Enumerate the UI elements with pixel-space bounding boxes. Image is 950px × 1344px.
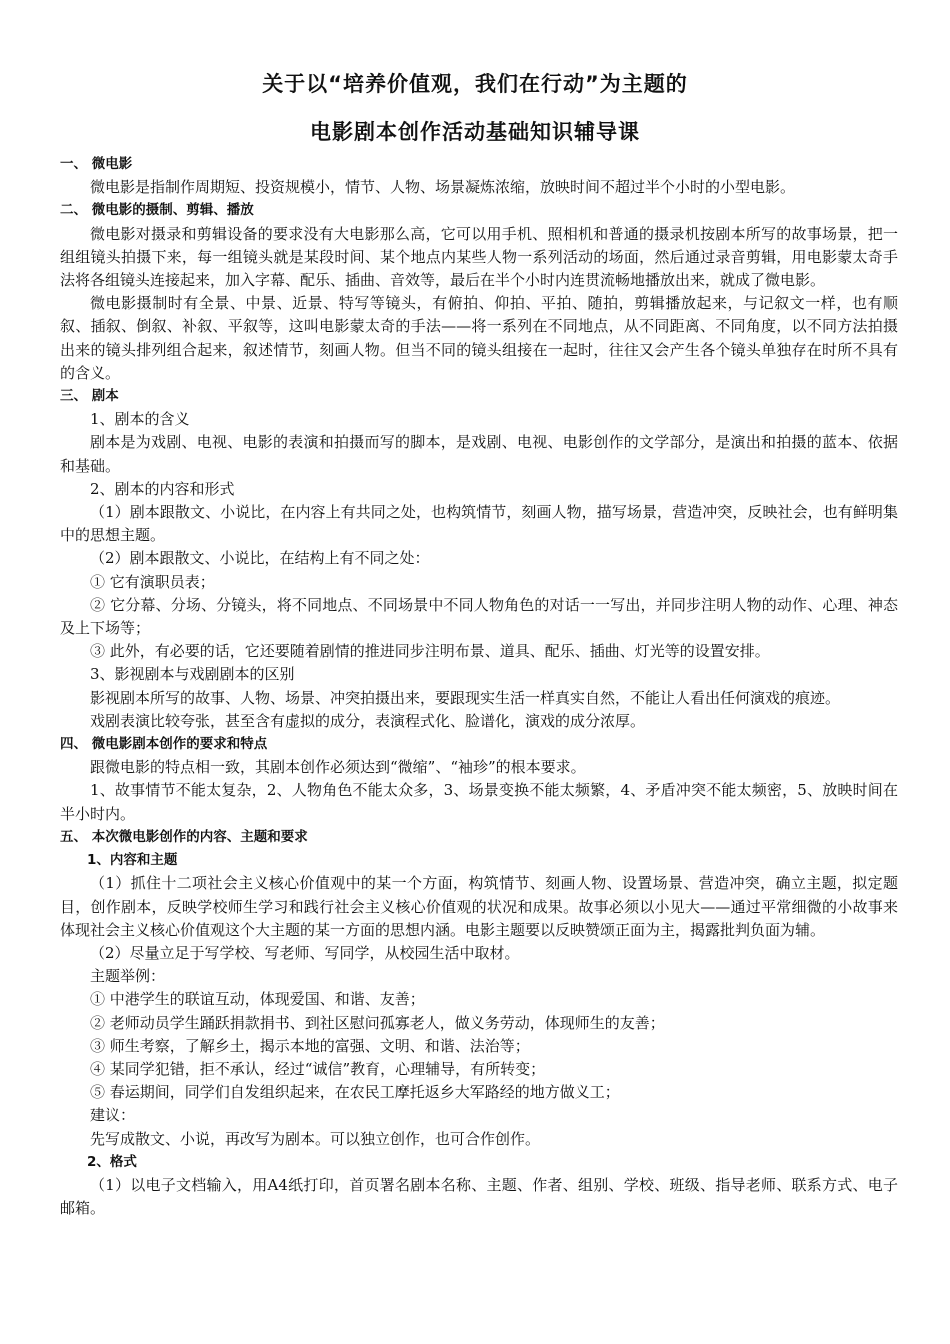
section-3-paragraph-3: （2）剧本跟散文、小说比，在结构上有不同之处： — [90, 549, 430, 568]
document-body — [60, 153, 898, 1220]
example-item-1: ① 中港学生的联谊互动，体现爱国、和谐、友善； — [90, 990, 425, 1009]
advice-text: 先写成散文、小说，再改写为剧本。可以独立创作，也可合作创作。 — [90, 1129, 541, 1148]
section-3-item-1: ① 它有演职员表； — [90, 572, 215, 591]
section-3-sub-2: 2、剧本的内容和形式 — [90, 479, 235, 498]
section-5-heading: 五、 本次微电影创作的内容、主题和要求 — [60, 828, 308, 845]
section-2-paragraph-1: 微电影对摄录和剪辑设备的要求没有大电影那么高，它可以用手机、照相机和普通的摄录机按剧本所写的故事场景，把一组组镜头拍摄下来，每一组镜头就是某段时间、某个地点内某些人物一系列活动的场面，然后通过录音剪辑，用电影蒙太奇手法将各组镜头连接起来，加入字幕、配乐、插曲、音效等，最后在半个小时内连贯流畅地播放出来，就成了微电影。 — [60, 224, 898, 290]
section-1-heading: 一、 微电影 — [60, 156, 133, 172]
example-item-4: ④ 某同学犯错，拒不承认，经过“诚信”教育，心理辅导，有所转变； — [90, 1059, 546, 1078]
section-4-paragraph-1: 跟微电影的特点相一致，其剧本创作必须达到“微缩”、“袖珍”的根本要求。 — [90, 758, 586, 777]
section-3-item-2: ② 它分幕、分场、分镜头，将不同地点、不同场景中不同人物角色的对话一一写出，并同步注明人物的动作、心理、神态及上下场等； — [60, 595, 898, 638]
section-3-paragraph-2: （1）剧本跟散文、小说比，在内容上有共同之处，也构筑情节，刻画人物，描写场景，营造冲突，反映社会，也有鲜明集中的思想主题。 — [60, 503, 898, 545]
section-3-sub-3: 3、影视剧本与戏剧剧本的区别 — [90, 665, 295, 684]
section-2-heading: 二、 微电影的摄制、剪辑、播放 — [60, 202, 254, 219]
section-3-heading: 三、 剧本 — [60, 388, 119, 405]
examples-label: 主题举例： — [90, 967, 166, 986]
section-3-paragraph-5: 戏剧表演比较夸张，甚至含有虚拟的成分，表演程式化、脸谱化，演戏的成分浓厚。 — [90, 711, 646, 730]
section-5-paragraph-2: （2）尽量立足于写学校、写老师、写同学，从校园生活中取材。 — [90, 943, 520, 962]
section-2-paragraph-2: 微电影摄制时有全景、中景、近景、特写等镜头，有俯拍、仰拍、平拍、随拍，剪辑播放起来，与记叙文一样，也有顺叙、插叙、倒叙、补叙、平叙等，这叫电影蒙太奇的手法——将一系列在不同地点，从不同距离、不同角度，以不同方法拍摄出来的镜头排列组合起来，叙述情节，刻画人物。但当不同的镜头组接在一起时，往往又会产生各个镜头单独存在时所不具有的含义。 — [60, 294, 898, 382]
section-1-paragraph: 微电影是指制作周期短、投资规模小，情节、人物、场景凝炼浓缩，放映时间不超过半个小时的小型电影。 — [90, 178, 796, 197]
section-4-paragraph-2: 1、故事情节不能太复杂，2、人物角色不能太众多，3、场景变换不能太频繁，4、矛盾冲突不能太频密，5、放映时间在半小时内。 — [60, 781, 898, 823]
section-5-sub-2: 2、格式 — [87, 1153, 137, 1170]
example-item-2: ② 老师动员学生踊跃捐款捐书、到社区慰问孤寡老人，做义务劳动，体现师生的友善； — [90, 1013, 665, 1032]
title-line-1: 关于以“培养价值观，我们在行动”为主题的 — [262, 72, 688, 96]
title-line-2: 电影剧本创作活动基础知识辅导课 — [310, 120, 640, 144]
section-3-sub-1: 1、剧本的含义 — [90, 410, 190, 429]
example-item-5: ⑤ 春运期间，同学们自发组织起来，在农民工摩托返乡大军路经的地方做义工； — [90, 1083, 620, 1102]
section-3-paragraph-1: 剧本是为戏剧、电视、电影的表演和拍摄而写的脚本，是戏剧、电视、电影创作的文学部分，是演出和拍摄的蓝本、依据和基础。 — [60, 433, 898, 475]
section-4-heading: 四、 微电影剧本创作的要求和特点 — [60, 736, 268, 753]
example-item-3: ③ 师生考察，了解乡土，揭示本地的富强、文明、和谐、法治等； — [90, 1036, 530, 1055]
section-3-paragraph-4: 影视剧本所写的故事、人物、场景、冲突拍摄出来，要跟现实生活一样真实自然，不能让人看出任何演戏的痕迹。 — [90, 688, 841, 707]
advice-label: 建议： — [90, 1106, 136, 1125]
section-5-paragraph-3: （1）以电子文档输入，用A4纸打印，首页署名剧本名称、主题、作者、组别、学校、班级、指导老师、联系方式、电子邮箱。 — [60, 1175, 898, 1218]
section-3-item-3: ③ 此外，有必要的话，它还要随着剧情的推进同步注明布景、道具、配乐、插曲、灯光等的设置安排。 — [90, 642, 770, 661]
section-5-sub-1: 1、内容和主题 — [87, 852, 178, 869]
section-5-paragraph-1: （1）抓住十二项社会主义核心价值观中的某一个方面，构筑情节、刻画人物、设置场景、营造冲突，确立主题，拟定题目，创作剧本，反映学校师生学习和践行社会主义核心价值观的状况和成果。故事必须以小见大——通过平常细微的小故事来体现社会主义核心价值观这个大主题的某一方面的思想内涵。电影主题要以反映赞颂正面为主，揭露批判负面为辅。 — [60, 874, 898, 939]
